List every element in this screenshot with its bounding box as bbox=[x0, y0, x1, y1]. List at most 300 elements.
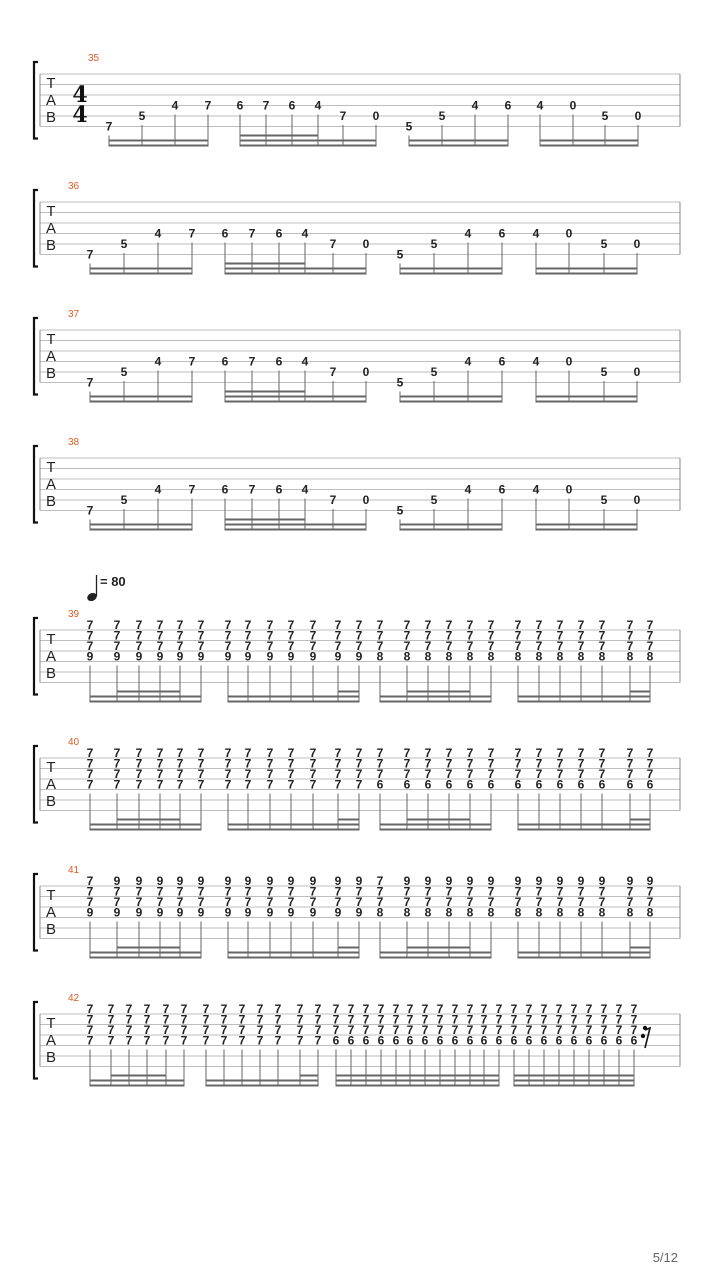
fret-number: 7 bbox=[105, 119, 113, 134]
beam bbox=[240, 145, 376, 147]
fret-number: 7 bbox=[176, 639, 184, 653]
fret-number: 7 bbox=[577, 639, 585, 653]
fret-number: 7 bbox=[309, 628, 317, 643]
fret-number: 4 bbox=[171, 98, 179, 113]
fret-number: 7 bbox=[487, 618, 495, 632]
fret-number: 7 bbox=[406, 1023, 414, 1037]
fret-number: 0 bbox=[362, 493, 370, 507]
beam bbox=[407, 819, 470, 821]
fret-number: 7 bbox=[309, 777, 317, 792]
beam bbox=[536, 524, 637, 526]
fret-number: 7 bbox=[156, 756, 164, 771]
fret-number: 7 bbox=[334, 767, 342, 781]
fret-number: 7 bbox=[176, 746, 184, 760]
fret-number: 4 bbox=[464, 226, 472, 241]
fret-number: 4 bbox=[536, 98, 544, 113]
fret-number: 7 bbox=[86, 1002, 94, 1016]
fret-number: 7 bbox=[376, 639, 384, 653]
fret-number: 7 bbox=[107, 1012, 115, 1027]
fret-number: 7 bbox=[256, 1012, 264, 1027]
tab-clef-letter: A bbox=[45, 904, 57, 921]
fret-number: 7 bbox=[514, 618, 522, 632]
time-signature-top: 4 bbox=[72, 82, 88, 108]
beam bbox=[228, 829, 359, 831]
fret-number: 7 bbox=[329, 237, 337, 251]
tab-clef-letter: T bbox=[46, 759, 56, 776]
fret-number: 4 bbox=[154, 226, 162, 241]
beam bbox=[407, 947, 470, 949]
fret-number: 7 bbox=[224, 628, 232, 643]
beam bbox=[336, 1075, 499, 1077]
beam bbox=[407, 691, 470, 693]
fret-number: 7 bbox=[224, 756, 232, 771]
beam bbox=[518, 957, 650, 959]
beam bbox=[536, 396, 637, 398]
fret-number: 0 bbox=[634, 109, 642, 123]
beam bbox=[90, 824, 201, 826]
tab-system bbox=[34, 309, 680, 403]
fret-number: 7 bbox=[487, 767, 495, 781]
fret-number: 7 bbox=[403, 767, 411, 781]
fret-number: 4 bbox=[301, 226, 309, 241]
fret-number: 7 bbox=[626, 618, 634, 632]
fret-number: 9 bbox=[309, 874, 317, 888]
fret-number: 7 bbox=[180, 1002, 188, 1016]
fret-number: 6 bbox=[403, 777, 411, 792]
page-number: 5/12 bbox=[652, 1250, 678, 1265]
fret-number: 7 bbox=[332, 1002, 340, 1016]
fret-number: 7 bbox=[630, 1012, 638, 1027]
fret-number: 7 bbox=[598, 639, 606, 653]
fret-number: 9 bbox=[156, 649, 164, 664]
beam bbox=[90, 524, 192, 526]
fret-number: 7 bbox=[197, 628, 205, 643]
fret-number: 7 bbox=[287, 767, 295, 781]
fret-number: 6 bbox=[424, 777, 432, 792]
fret-number: 7 bbox=[403, 746, 411, 760]
fret-number: 7 bbox=[535, 639, 543, 653]
fret-number: 7 bbox=[220, 1033, 228, 1048]
fret-number: 7 bbox=[514, 767, 522, 781]
fret-number: 7 bbox=[188, 226, 196, 241]
fret-number: 7 bbox=[125, 1023, 133, 1037]
fret-number: 7 bbox=[424, 895, 432, 909]
fret-number: 6 bbox=[487, 777, 495, 792]
fret-number: 7 bbox=[162, 1033, 170, 1048]
fret-number: 7 bbox=[376, 874, 384, 888]
fret-number: 6 bbox=[495, 1033, 503, 1048]
fret-number: 7 bbox=[156, 628, 164, 643]
fret-number: 7 bbox=[514, 756, 522, 771]
beam bbox=[225, 396, 366, 398]
fret-number: 4 bbox=[154, 354, 162, 369]
fret-number: 7 bbox=[445, 884, 453, 899]
fret-number: 7 bbox=[334, 639, 342, 653]
fret-number: 7 bbox=[556, 767, 564, 781]
fret-number: 7 bbox=[646, 884, 654, 899]
beam bbox=[206, 1085, 318, 1087]
beam bbox=[90, 268, 192, 270]
fret-number: 7 bbox=[376, 618, 384, 632]
fret-number: 7 bbox=[646, 767, 654, 781]
beam bbox=[228, 824, 359, 826]
fret-number: 7 bbox=[480, 1012, 488, 1027]
tab-clef-letter: T bbox=[46, 203, 56, 220]
fret-number: 7 bbox=[135, 639, 143, 653]
fret-number: 7 bbox=[355, 756, 363, 771]
fret-number: 7 bbox=[495, 1012, 503, 1027]
fret-number: 7 bbox=[224, 884, 232, 899]
tab-clef-letter: B bbox=[45, 365, 57, 382]
beam bbox=[630, 947, 650, 949]
fret-number: 7 bbox=[556, 756, 564, 771]
fret-number: 7 bbox=[355, 777, 363, 792]
fret-number: 7 bbox=[135, 895, 143, 909]
fret-number: 7 bbox=[162, 1023, 170, 1037]
fret-number: 9 bbox=[424, 874, 432, 888]
fret-number: 7 bbox=[585, 1002, 593, 1016]
fret-number: 7 bbox=[355, 895, 363, 909]
fret-number: 7 bbox=[376, 746, 384, 760]
fret-number: 7 bbox=[598, 618, 606, 632]
tab-clef-letter: B bbox=[45, 793, 57, 810]
fret-number: 9 bbox=[466, 874, 474, 888]
fret-number: 7 bbox=[424, 639, 432, 653]
fret-number: 7 bbox=[514, 639, 522, 653]
fret-number: 9 bbox=[355, 874, 363, 888]
fret-number: 7 bbox=[403, 628, 411, 643]
fret-number: 7 bbox=[287, 884, 295, 899]
fret-number: 7 bbox=[403, 618, 411, 632]
fret-number: 8 bbox=[646, 649, 654, 664]
fret-number: 7 bbox=[646, 618, 654, 632]
fret-number: 4 bbox=[471, 98, 479, 113]
fret-number: 7 bbox=[332, 1023, 340, 1037]
fret-number: 7 bbox=[598, 884, 606, 899]
fret-number: 9 bbox=[355, 905, 363, 920]
fret-number: 7 bbox=[274, 1023, 282, 1037]
fret-number: 9 bbox=[135, 649, 143, 664]
fret-number: 7 bbox=[188, 482, 196, 497]
fret-number: 7 bbox=[403, 756, 411, 771]
beam bbox=[518, 952, 650, 954]
fret-number: 0 bbox=[569, 98, 577, 113]
fret-number: 7 bbox=[314, 1033, 322, 1048]
fret-number: 4 bbox=[464, 354, 472, 369]
beam bbox=[336, 1080, 499, 1082]
fret-number: 7 bbox=[180, 1012, 188, 1027]
fret-number: 7 bbox=[156, 884, 164, 899]
fret-number: 7 bbox=[334, 618, 342, 632]
fret-number: 7 bbox=[355, 884, 363, 899]
fret-number: 7 bbox=[296, 1012, 304, 1027]
fret-number: 9 bbox=[266, 905, 274, 920]
fret-number: 7 bbox=[266, 895, 274, 909]
fret-number: 7 bbox=[377, 1002, 385, 1016]
beam bbox=[409, 140, 508, 142]
tab-system bbox=[34, 53, 680, 147]
fret-number: 7 bbox=[556, 628, 564, 643]
fret-number: 7 bbox=[244, 756, 252, 771]
fret-number: 7 bbox=[406, 1012, 414, 1027]
fret-number: 9 bbox=[244, 874, 252, 888]
fret-number: 7 bbox=[296, 1002, 304, 1016]
fret-number: 7 bbox=[577, 628, 585, 643]
fret-number: 6 bbox=[585, 1033, 593, 1048]
fret-number: 5 bbox=[600, 237, 608, 251]
fret-number: 9 bbox=[556, 874, 564, 888]
fret-number: 7 bbox=[598, 628, 606, 643]
fret-number: 7 bbox=[355, 618, 363, 632]
beat-group bbox=[515, 618, 654, 703]
fret-number: 7 bbox=[197, 895, 205, 909]
fret-number: 6 bbox=[275, 226, 283, 241]
beam bbox=[228, 952, 359, 954]
system-bracket bbox=[34, 874, 38, 951]
beam bbox=[409, 145, 508, 147]
fret-number: 8 bbox=[556, 649, 564, 664]
quarter-note-icon bbox=[86, 575, 98, 603]
fret-number: 7 bbox=[176, 618, 184, 632]
fret-number: 7 bbox=[577, 756, 585, 771]
fret-number: 7 bbox=[135, 618, 143, 632]
beam bbox=[536, 273, 637, 275]
beat-group bbox=[87, 874, 205, 959]
fret-number: 7 bbox=[244, 895, 252, 909]
fret-number: 7 bbox=[525, 1012, 533, 1027]
tab-clef-letter: T bbox=[46, 459, 56, 476]
fret-number: 9 bbox=[113, 874, 121, 888]
fret-number: 7 bbox=[570, 1002, 578, 1016]
time-signature-bottom: 4 bbox=[72, 102, 88, 128]
fret-number: 7 bbox=[445, 639, 453, 653]
fret-number: 7 bbox=[451, 1012, 459, 1027]
fret-number: 7 bbox=[598, 767, 606, 781]
fret-number: 6 bbox=[421, 1033, 429, 1048]
beam bbox=[225, 268, 366, 270]
beam bbox=[380, 957, 491, 959]
beat-group bbox=[377, 618, 495, 703]
fret-number: 9 bbox=[244, 649, 252, 664]
beam bbox=[380, 696, 491, 698]
fret-number: 8 bbox=[556, 905, 564, 920]
fret-number: 9 bbox=[135, 905, 143, 920]
fret-number: 5 bbox=[120, 237, 128, 251]
fret-number: 9 bbox=[514, 874, 522, 888]
fret-number: 7 bbox=[86, 1023, 94, 1037]
fret-number: 7 bbox=[197, 618, 205, 632]
tab-system bbox=[34, 437, 680, 531]
fret-number: 7 bbox=[355, 628, 363, 643]
beam bbox=[630, 691, 650, 693]
fret-number: 7 bbox=[274, 1002, 282, 1016]
measure-number: 35 bbox=[88, 53, 100, 64]
fret-number: 9 bbox=[487, 874, 495, 888]
fret-number: 7 bbox=[86, 1033, 94, 1048]
fret-number: 7 bbox=[287, 756, 295, 771]
beat-group bbox=[87, 618, 205, 703]
fret-number: 7 bbox=[266, 777, 274, 792]
fret-number: 7 bbox=[113, 884, 121, 899]
beam bbox=[400, 268, 502, 270]
fret-number: 7 bbox=[436, 1002, 444, 1016]
fret-number: 7 bbox=[556, 746, 564, 760]
fret-number: 7 bbox=[197, 756, 205, 771]
tab-clef-letter: B bbox=[45, 493, 57, 510]
fret-number: 9 bbox=[197, 905, 205, 920]
fret-number: 6 bbox=[630, 1033, 638, 1048]
fret-number: 7 bbox=[615, 1002, 623, 1016]
fret-number: 7 bbox=[224, 895, 232, 909]
fret-number: 7 bbox=[113, 895, 121, 909]
tab-clef bbox=[46, 887, 56, 938]
fret-number: 7 bbox=[355, 639, 363, 653]
beam bbox=[514, 1075, 634, 1077]
fret-number: 7 bbox=[424, 884, 432, 899]
fret-number: 6 bbox=[221, 482, 229, 497]
measure-number: 40 bbox=[68, 737, 80, 748]
fret-number: 7 bbox=[86, 1012, 94, 1027]
fret-number: 7 bbox=[535, 618, 543, 632]
fret-number: 7 bbox=[256, 1002, 264, 1016]
fret-number: 0 bbox=[565, 354, 573, 369]
fret-number: 7 bbox=[334, 777, 342, 792]
fret-number: 9 bbox=[224, 874, 232, 888]
fret-number: 8 bbox=[598, 905, 606, 920]
beam bbox=[400, 273, 502, 275]
fret-number: 6 bbox=[275, 354, 283, 369]
fret-number: 7 bbox=[392, 1002, 400, 1016]
fret-number: 7 bbox=[555, 1023, 563, 1037]
beat-group bbox=[511, 1002, 638, 1087]
fret-number: 7 bbox=[156, 895, 164, 909]
fret-number: 7 bbox=[135, 628, 143, 643]
beam bbox=[536, 268, 637, 270]
fret-number: 7 bbox=[577, 884, 585, 899]
fret-number: 7 bbox=[202, 1033, 210, 1048]
fret-number: 7 bbox=[156, 639, 164, 653]
fret-number: 7 bbox=[162, 1002, 170, 1016]
fret-number: 7 bbox=[570, 1023, 578, 1037]
fret-number: 7 bbox=[107, 1002, 115, 1016]
fret-number: 7 bbox=[309, 767, 317, 781]
fret-number: 7 bbox=[466, 895, 474, 909]
fret-number: 7 bbox=[376, 767, 384, 781]
fret-number: 7 bbox=[445, 767, 453, 781]
fret-number: 7 bbox=[424, 756, 432, 771]
fret-number: 7 bbox=[421, 1012, 429, 1027]
fret-number: 7 bbox=[556, 639, 564, 653]
beam bbox=[225, 391, 305, 393]
fret-number: 7 bbox=[329, 493, 337, 507]
tab-clef-letter: B bbox=[45, 109, 57, 126]
fret-number: 7 bbox=[377, 1012, 385, 1027]
fret-number: 7 bbox=[176, 628, 184, 643]
fret-number: 7 bbox=[197, 884, 205, 899]
fret-number: 7 bbox=[176, 884, 184, 899]
fret-number: 9 bbox=[309, 905, 317, 920]
fret-number: 9 bbox=[135, 874, 143, 888]
measure-number: 39 bbox=[68, 609, 80, 620]
measure-number: 41 bbox=[68, 865, 80, 876]
fret-number: 6 bbox=[626, 777, 634, 792]
fret-number: 7 bbox=[176, 767, 184, 781]
fret-number: 7 bbox=[362, 1012, 370, 1027]
beam bbox=[109, 140, 208, 142]
fret-number: 7 bbox=[392, 1023, 400, 1037]
fret-number: 7 bbox=[487, 628, 495, 643]
fret-number: 7 bbox=[244, 767, 252, 781]
fret-number: 8 bbox=[424, 905, 432, 920]
fret-number: 7 bbox=[436, 1023, 444, 1037]
fret-number: 7 bbox=[445, 746, 453, 760]
fret-number: 9 bbox=[156, 905, 164, 920]
tab-clef-letter: A bbox=[45, 648, 57, 665]
fret-number: 7 bbox=[113, 756, 121, 771]
fret-number: 7 bbox=[487, 884, 495, 899]
system-bracket bbox=[34, 318, 38, 395]
fret-number: 7 bbox=[626, 639, 634, 653]
beam bbox=[90, 401, 192, 403]
beam bbox=[225, 273, 366, 275]
fret-number: 7 bbox=[424, 746, 432, 760]
fret-number: 7 bbox=[347, 1012, 355, 1027]
fret-number: 7 bbox=[135, 767, 143, 781]
fret-number: 9 bbox=[598, 874, 606, 888]
fret-number: 7 bbox=[107, 1033, 115, 1048]
fret-number: 7 bbox=[287, 895, 295, 909]
fret-number: 7 bbox=[376, 895, 384, 909]
fret-number: 7 bbox=[113, 777, 121, 792]
fret-number: 7 bbox=[487, 895, 495, 909]
fret-number: 6 bbox=[362, 1033, 370, 1048]
fret-number: 7 bbox=[256, 1023, 264, 1037]
fret-number: 7 bbox=[156, 618, 164, 632]
beam bbox=[400, 529, 502, 531]
beam bbox=[400, 401, 502, 403]
fret-number: 7 bbox=[445, 756, 453, 771]
system-bracket bbox=[34, 746, 38, 823]
fret-number: 7 bbox=[514, 884, 522, 899]
fret-number: 7 bbox=[577, 746, 585, 760]
fret-number: 9 bbox=[334, 874, 342, 888]
tab-clef bbox=[46, 631, 56, 682]
fret-number: 7 bbox=[445, 895, 453, 909]
fret-number: 7 bbox=[598, 746, 606, 760]
fret-number: 7 bbox=[535, 628, 543, 643]
fret-number: 7 bbox=[334, 628, 342, 643]
beam bbox=[536, 529, 637, 531]
fret-number: 7 bbox=[244, 746, 252, 760]
fret-number: 7 bbox=[556, 884, 564, 899]
fret-number: 6 bbox=[556, 777, 564, 792]
fret-number: 7 bbox=[535, 767, 543, 781]
fret-number: 7 bbox=[626, 767, 634, 781]
fret-number: 7 bbox=[615, 1023, 623, 1037]
fret-number: 7 bbox=[135, 777, 143, 792]
fret-number: 7 bbox=[556, 895, 564, 909]
fret-number: 6 bbox=[540, 1033, 548, 1048]
fret-number: 7 bbox=[309, 639, 317, 653]
fret-number: 7 bbox=[646, 746, 654, 760]
fret-number: 7 bbox=[113, 746, 121, 760]
fret-number: 7 bbox=[487, 639, 495, 653]
fret-number: 7 bbox=[197, 639, 205, 653]
fret-number: 7 bbox=[403, 639, 411, 653]
fret-number: 7 bbox=[86, 884, 94, 899]
fret-number: 9 bbox=[403, 874, 411, 888]
fret-number: 7 bbox=[266, 628, 274, 643]
